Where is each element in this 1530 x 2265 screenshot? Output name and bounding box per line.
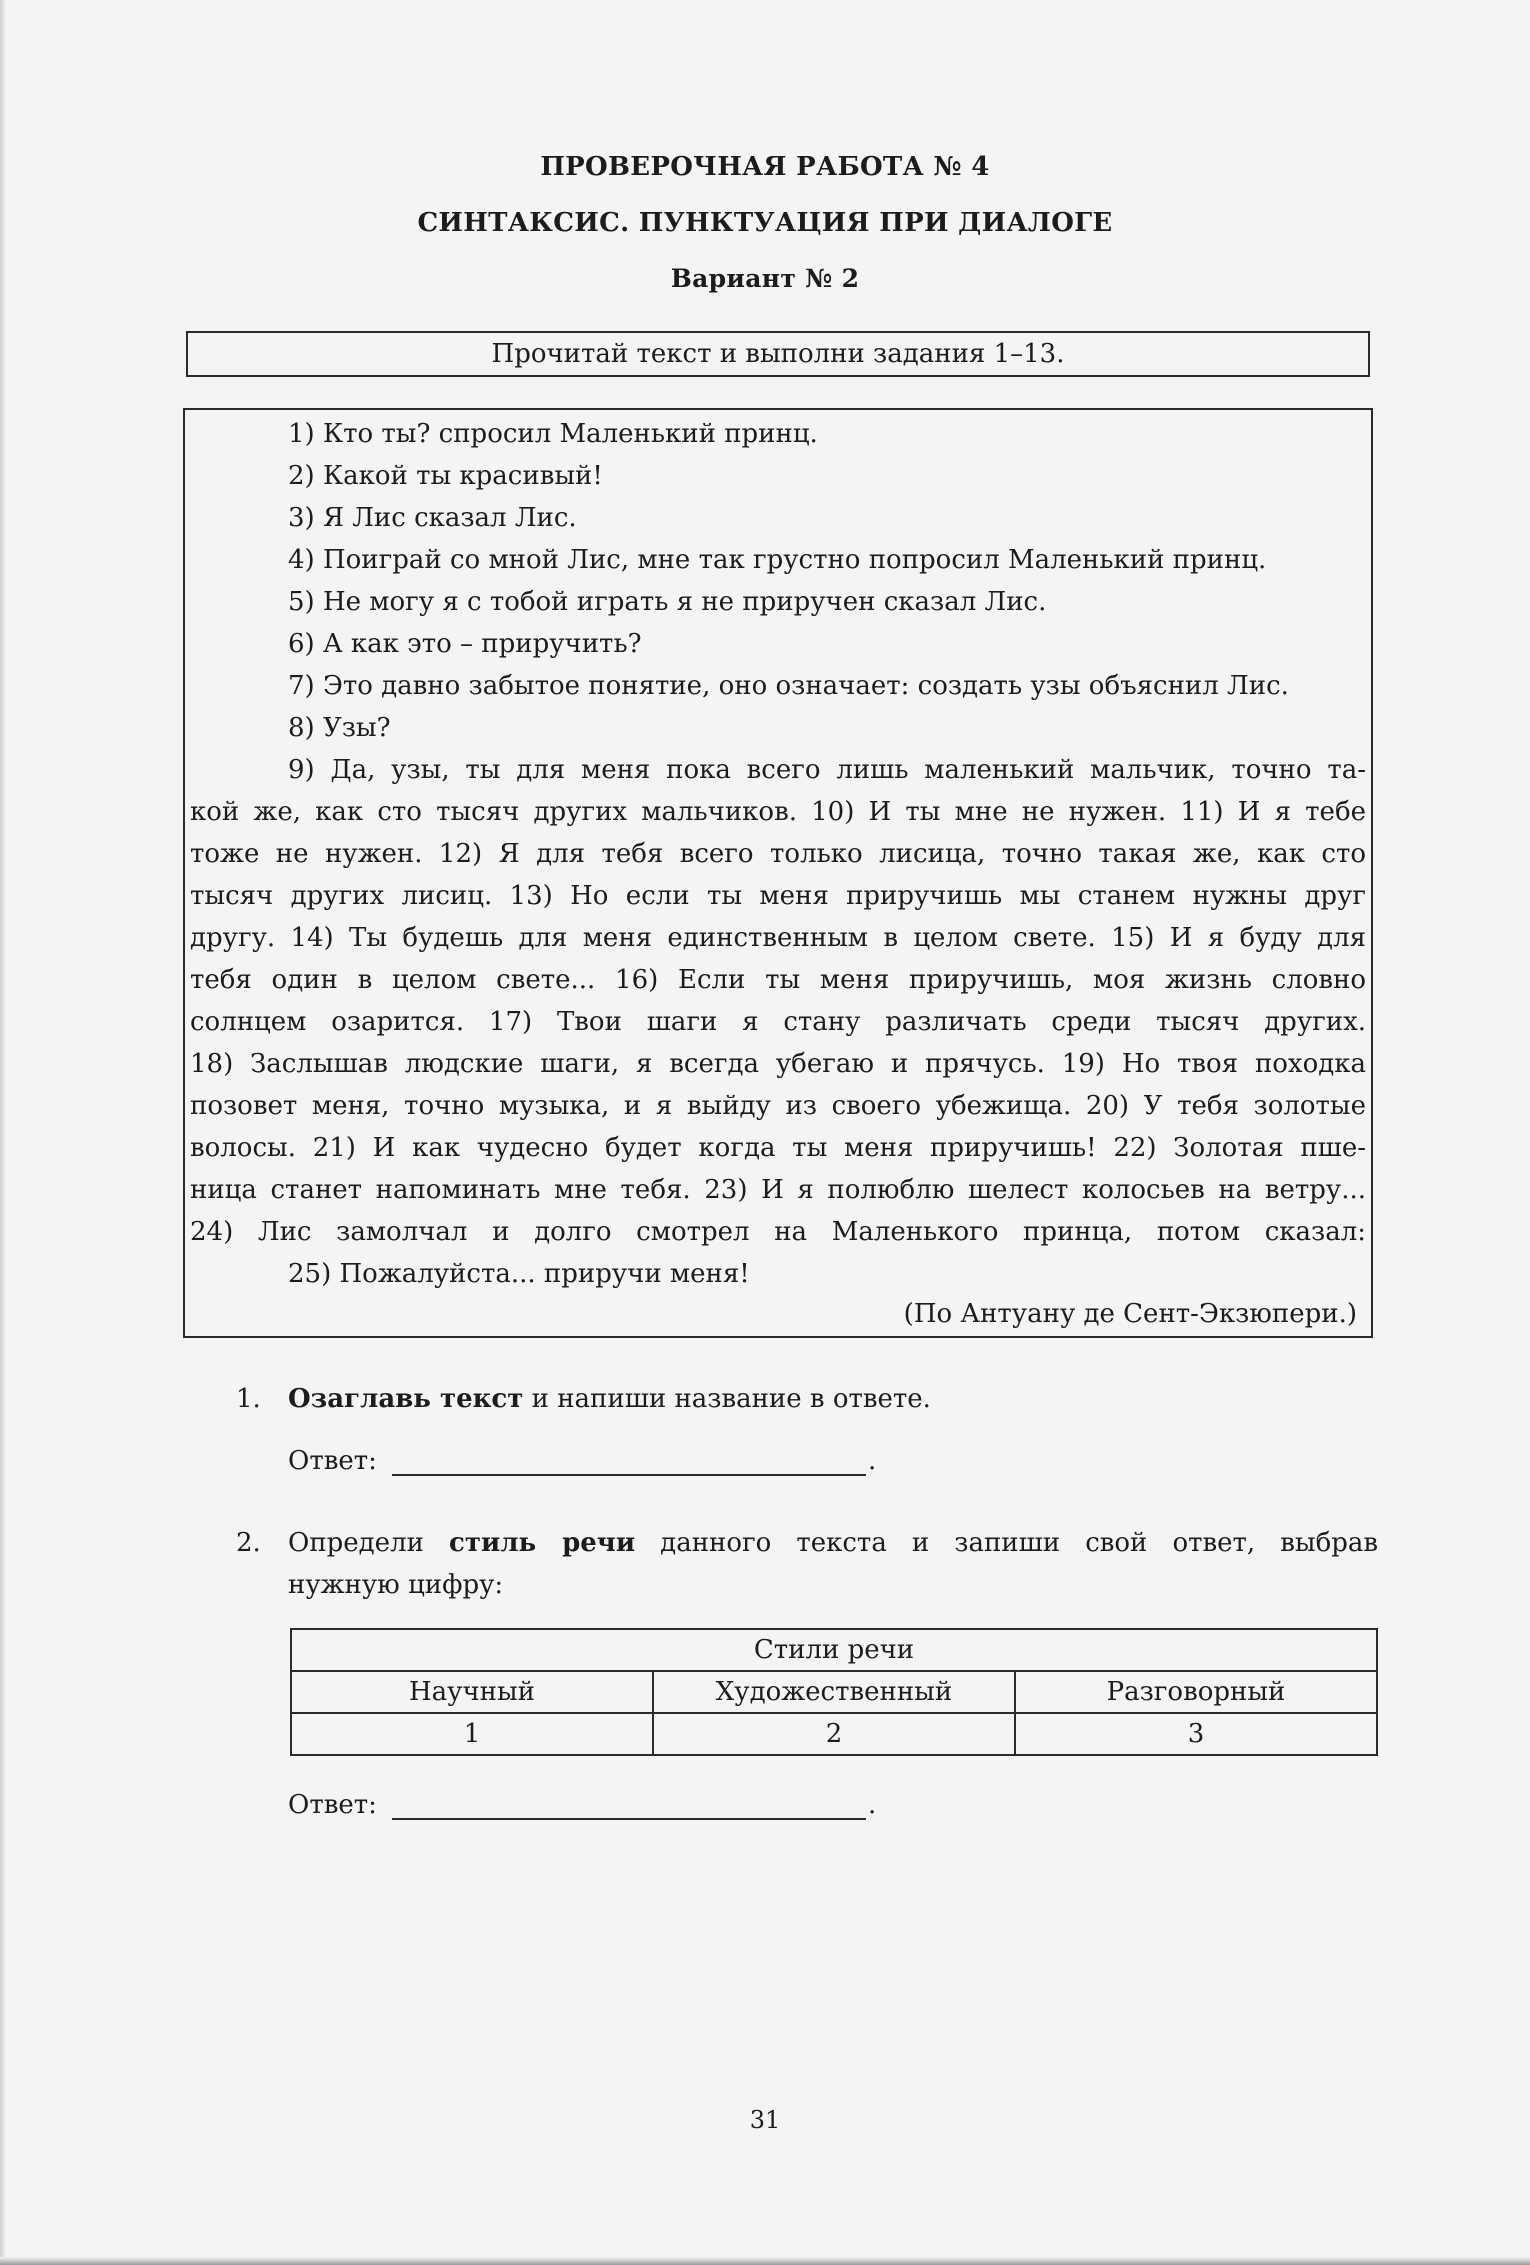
task-1-bold: Озаглавь текст: [288, 1384, 524, 1414]
table-cell-style: Художественный: [653, 1671, 1015, 1713]
answer-dot: .: [868, 1446, 877, 1476]
task-1-answer-label: Ответ:: [288, 1446, 377, 1476]
task-1-text: [288, 1384, 931, 1414]
page-title: ПРОВЕРОЧНАЯ РАБОТА № 4: [540, 152, 990, 182]
scan-edge-bottom: [0, 2257, 1530, 2265]
task-1-answer-field[interactable]: [392, 1474, 866, 1476]
table-cell-style: Научный: [291, 1671, 653, 1713]
page-number: 31: [749, 2106, 781, 2134]
task-1-number: 1.: [236, 1384, 261, 1414]
task-1-rest: и напиши название в ответе.: [523, 1384, 931, 1414]
text-line: 25) Пожалуйста... приручи меня!: [288, 1259, 750, 1289]
paragraph-line: тысяч других лисиц. 13) Но если ты меня приручишь мы станем нужны друг: [190, 881, 1366, 911]
table-cell-number: 3: [1015, 1713, 1377, 1755]
paragraph-line: позовет меня, точно музыка, и я выйду из своего убежища. 20) У тебя золотые: [190, 1091, 1366, 1121]
table-title: Стили речи: [291, 1629, 1377, 1671]
text-line: 8) Узы?: [288, 713, 391, 743]
paragraph-line: тебя один в целом свете... 16) Если ты меня приручишь, моя жизнь словно: [190, 965, 1366, 995]
variant-label: Вариант № 2: [670, 264, 860, 293]
text-line: 2) Какой ты красивый!: [288, 461, 603, 491]
task-2-number: 2.: [236, 1528, 261, 1558]
speech-styles-table: [290, 1628, 1378, 1756]
paragraph-line: волосы. 21) И как чудесно будет когда ты меня приручишь! 22) Золотая пше-: [190, 1133, 1366, 1163]
paragraph-line: ница станет напоминать мне тебя. 23) И я полюблю шелест колосьев на ветру...: [190, 1175, 1366, 1205]
table-cell-number: 2: [653, 1713, 1015, 1755]
task-2-text-b: данного текста и запиши свой ответ, выбрав: [635, 1528, 1379, 1558]
text-source: (По Антуану де Сент-Экзюпери.): [903, 1299, 1357, 1329]
paragraph-line: 24) Лис замолчал и долго смотрел на Маленького принца, потом сказал:: [190, 1217, 1366, 1247]
text-line: 7) Это давно забытое понятие, оно означает: создать узы объяснил Лис.: [288, 671, 1289, 701]
paragraph-line: тоже не нужен. 12) Я для тебя всего только лисица, точно такая же, как сто: [190, 839, 1366, 869]
instruction-text: Прочитай текст и выполни задания 1–13.: [491, 339, 1065, 369]
text-line: 1) Кто ты? спросил Маленький принц.: [288, 419, 818, 449]
paragraph-line: 9) Да, узы, ты для меня пока всего лишь маленький мальчик, точно та-: [288, 755, 1366, 785]
scan-edge: [0, 0, 6, 2265]
paragraph-line: другу. 14) Ты будешь для меня единственным в целом свете. 15) И я буду для: [190, 923, 1366, 953]
text-line: 4) Поиграй со мной Лис, мне так грустно попросил Маленький принц.: [288, 545, 1267, 575]
task-2-text: [288, 1528, 1378, 1558]
task-2-text-a: Определи: [288, 1528, 449, 1558]
task-2-text-line2: нужную цифру:: [288, 1570, 504, 1600]
table-cell-style: Разговорный: [1015, 1671, 1377, 1713]
reading-text-box: [183, 408, 1373, 1338]
page-subtitle: СИНТАКСИС. ПУНКТУАЦИЯ ПРИ ДИАЛОГЕ: [417, 208, 1113, 238]
task-2-answer-label: Ответ:: [288, 1790, 377, 1820]
task-2-bold: стиль речи: [449, 1528, 636, 1558]
answer-dot: .: [868, 1790, 877, 1820]
instruction-box: [186, 331, 1370, 377]
text-line: 5) Не могу я с тобой играть я не приручен сказал Лис.: [288, 587, 1047, 617]
text-line: 6) А как это – приручить?: [288, 629, 642, 659]
paragraph-line: кой же, как сто тысяч других мальчиков. 10) И ты мне не нужен. 11) И я тебе: [190, 797, 1366, 827]
table-cell-number: 1: [291, 1713, 653, 1755]
paragraph-line: солнцем озарится. 17) Твои шаги я стану различать среди тысяч других.: [190, 1007, 1366, 1037]
text-line: 3) Я Лис сказал Лис.: [288, 503, 577, 533]
task-2-answer-field[interactable]: [392, 1818, 866, 1820]
paragraph-line: 18) Заслышав людские шаги, я всегда убегаю и прячусь. 19) Но твоя походка: [190, 1049, 1366, 1079]
